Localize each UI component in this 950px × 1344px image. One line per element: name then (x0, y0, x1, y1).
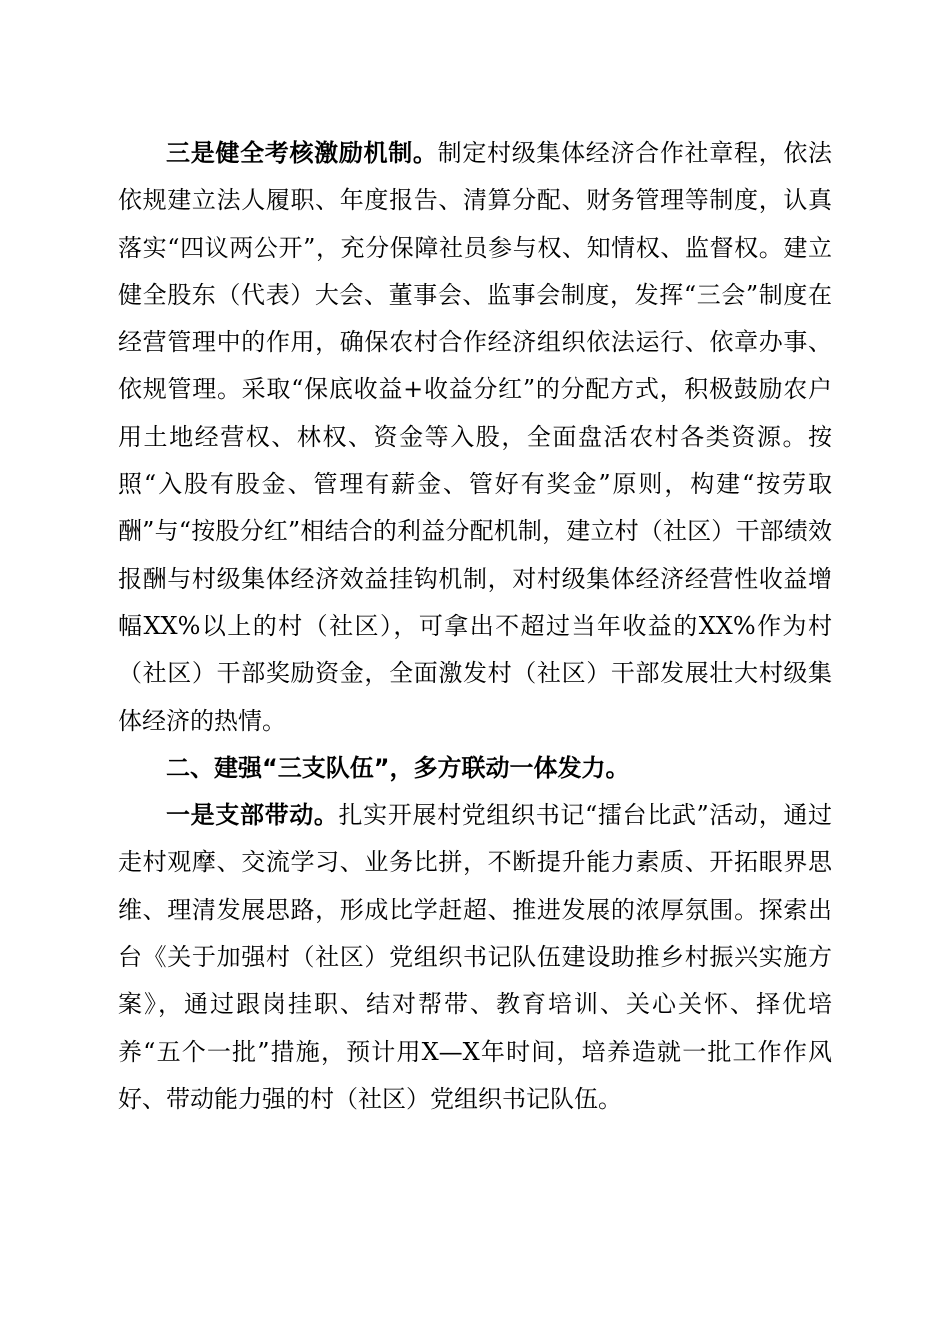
paragraph-branch-leadership (118, 792, 832, 1123)
section-heading-three-teams: 二、建强“三支队伍”，多方联动一体发力。 (166, 753, 630, 782)
paragraph-assessment-incentive (118, 130, 832, 745)
paragraph-lead-branch: 一是支部带动。 (166, 801, 339, 830)
paragraph-text-assessment: 制定村级集体经济合作社章程，依法依规建立法人履职、年度报告、清算分配、财务管理等制度，认真落实“四议两公开”，充分保障社员参与权、知情权、监督权。建立健全股东（代表）大会、董事会、监事会制度，发挥“三会”制度在经营管理中的作用，确保农村合作经济组织依法运行、依章办事、依规管理。采取“保底收益+收益分红”的分配方式，积极鼓励农户用土地经营权、林权、资金等入股，全面盘活农村各类资源。按照“入股有股金、管理有薪金、管好有奖金”原则，构建“按劳取酬”与“按股分红”相结合的利益分配机制，建立村（社区）干部绩效报酬与村级集体经济效益挂钩机制，对村级集体经济经营性收益增幅XX%以上的村（社区），可拿出不超过当年收益的XX%作为村（社区）干部奖励资金，全面激发村（社区）干部发展壮大村级集体经济的热情。 (118, 139, 833, 735)
document-body (118, 130, 832, 1123)
paragraph-text-branch: 扎实开展村党组织书记“擂台比武”活动，通过走村观摩、交流学习、业务比拼，不断提升能力素质、开拓眼界思维、理清发展思路，形成比学赶超、推进发展的浓厚氛围。探索出台《关于加强村（社区）党组织书记队伍建设助推乡村振兴实施方案》，通过跟岗挂职、结对帮带、教育培训、关心关怀、择优培养“五个一批”措施，预计用X—X年时间，培养造就一批工作作风好、带动能力强的村（社区）党组织书记队伍。 (118, 801, 832, 1113)
paragraph-lead-assessment: 三是健全考核激励机制。 (166, 139, 438, 167)
